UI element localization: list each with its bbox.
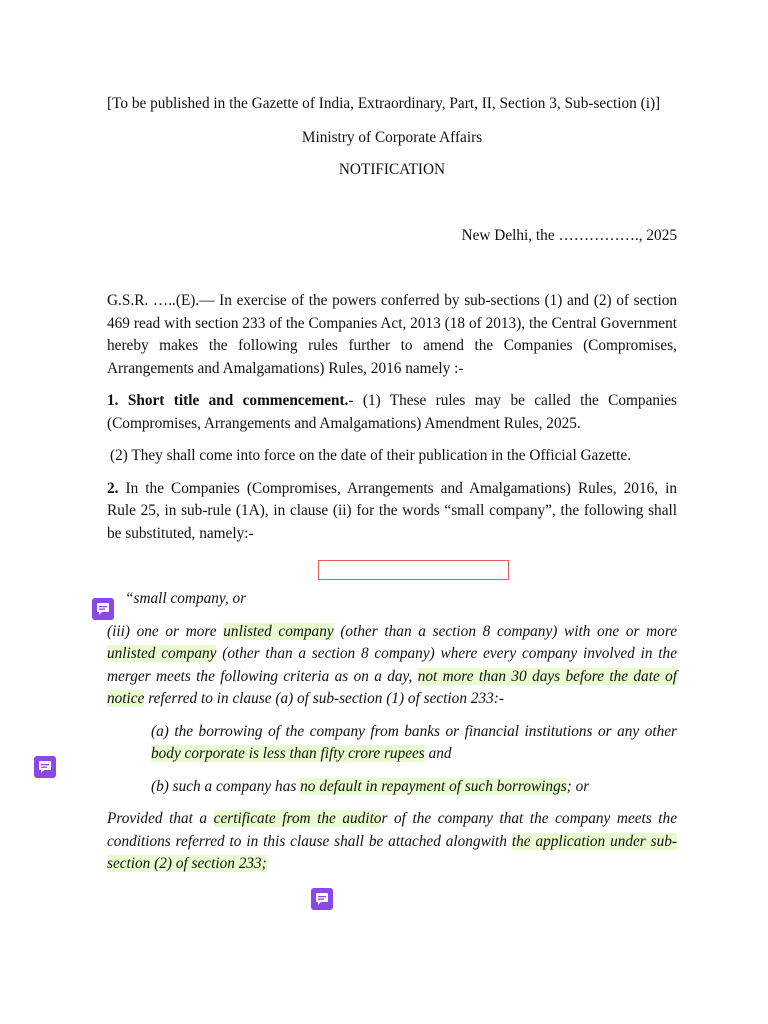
clause-iii-text: (other than a section 8 company) where every company involved in the merger meets the following criteria as on a day, bbox=[107, 645, 677, 685]
proviso-text: r of the company that the company meets the conditions referred to in this clause shall be attached alongwith bbox=[107, 810, 677, 850]
highlight[interactable]: not more than 30 days before the date of notice bbox=[107, 667, 677, 707]
gazette-line: [To be published in the Gazette of India, Extraordinary, Part, II, Section 3, Sub-section (i)] bbox=[107, 95, 661, 112]
ministry-name: Ministry of Corporate Affairs bbox=[301, 128, 483, 146]
clause-b-text: (b) such a company has bbox=[151, 777, 301, 795]
clause-a bbox=[107, 721, 677, 766]
comment-icon[interactable] bbox=[311, 888, 333, 910]
highlight[interactable]: the application under sub-section (2) of section 233; bbox=[107, 832, 678, 872]
clause-a-text: and bbox=[424, 745, 452, 762]
clause-iii-text: (other than a section 8 company) with one or more bbox=[333, 622, 678, 640]
rule-2 bbox=[107, 478, 677, 546]
highlight[interactable]: unlisted company bbox=[107, 645, 217, 662]
notification-title: NOTIFICATION bbox=[338, 161, 446, 178]
clause-a-text: (a) the borrowing of the company from banks or financial institutions or any other bbox=[151, 722, 677, 740]
highlight[interactable]: no default in repayment of such borrowings bbox=[300, 777, 567, 795]
place-date: New Delhi, the ……………., 2025 bbox=[461, 226, 677, 244]
annotation-box[interactable] bbox=[318, 560, 509, 580]
clause-b bbox=[107, 776, 677, 799]
clause-b-text: ; or bbox=[566, 777, 590, 795]
clause-iii-text: referred to in clause (a) of sub-section (1) of section 233:- bbox=[144, 690, 504, 707]
comment-glyph bbox=[96, 602, 110, 616]
rule-1-text: - (1) These rules may be called the Companies (Compromises, Arrangements and Amalgamations) Amendment Rules, 2025. bbox=[107, 392, 677, 432]
document-page bbox=[107, 93, 677, 876]
proviso bbox=[107, 808, 677, 876]
proviso-text: Provided that a bbox=[107, 810, 214, 827]
comment-icon[interactable] bbox=[92, 598, 114, 620]
comment-glyph bbox=[315, 892, 329, 906]
rule-1-number: 1. bbox=[107, 392, 119, 409]
preamble: G.S.R. …..(E).— In exercise of the powers conferred by sub-sections (1) and (2) of section 469 read with section 233 of the Companies Act, 2013 (18 of 2013), the Central Government hereby makes the following rules further to amend the Companies (Compromises, Arrangements and Amalgamations) Rules, 2016 namely :- bbox=[107, 292, 677, 377]
rule-1-sub-2: (2) They shall come into force on the date of their publication in the Official Gazette. bbox=[110, 447, 632, 464]
clause-iii-text: (iii) one or more bbox=[107, 622, 224, 640]
rule-1-heading: Short title and commencement. bbox=[127, 392, 349, 409]
highlight[interactable]: body corporate is less than fifty crore rupees bbox=[151, 745, 425, 762]
rule-2-text: In the Companies (Compromises, Arrangements and Amalgamations) Rules, 2016, in Rule 25, in sub-rule (1A), in clause (ii) for the words “small company”, the following shall be substituted, namely:- bbox=[107, 479, 677, 542]
comment-icon[interactable] bbox=[34, 756, 56, 778]
rule-1 bbox=[107, 390, 677, 435]
rule-2-number: 2. bbox=[107, 479, 119, 497]
substitution-opening: “small company, or bbox=[125, 590, 247, 607]
comment-glyph bbox=[38, 760, 52, 774]
highlight[interactable]: certificate from the audito bbox=[213, 810, 382, 827]
highlight[interactable]: unlisted company bbox=[223, 622, 334, 640]
clause-iii bbox=[107, 621, 677, 711]
